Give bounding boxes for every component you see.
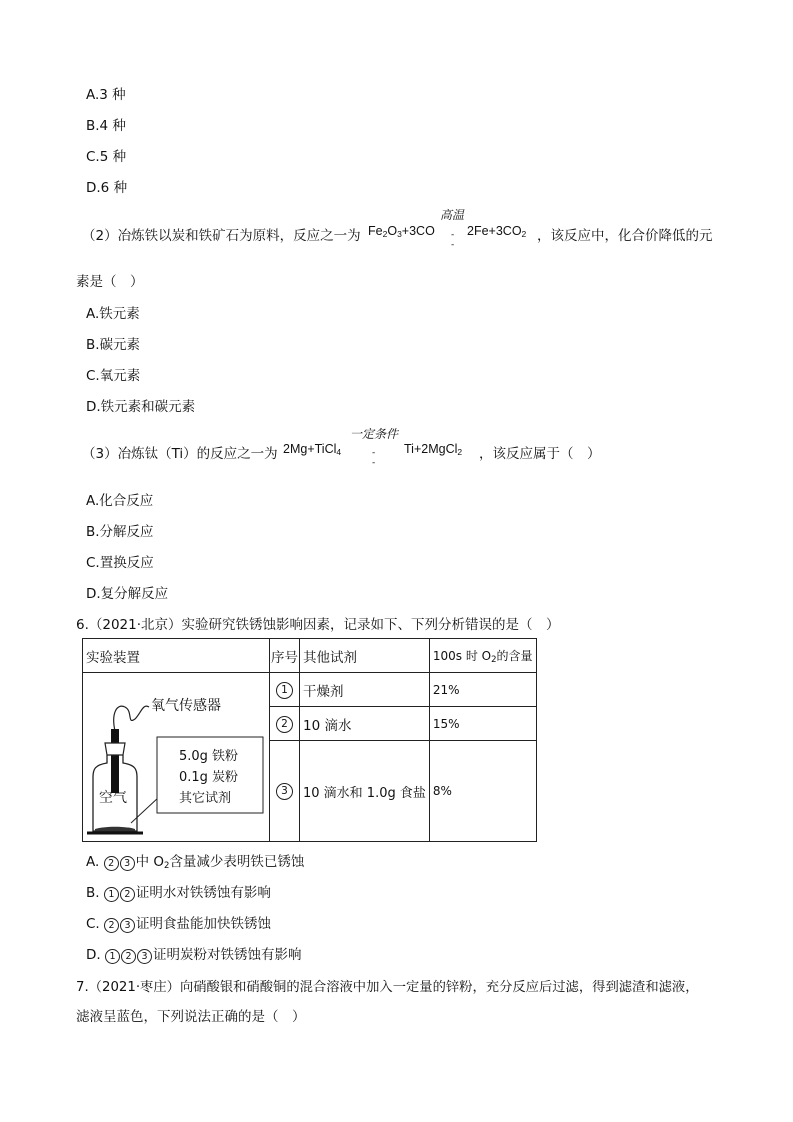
q5-3-stem-after: ，该反应属于（ ） (479, 446, 601, 462)
sensor-probe (111, 729, 119, 793)
row1-reagent: 干燥剂 (300, 673, 430, 707)
q5-1-option-d: D.6 种 (86, 180, 128, 196)
q6-option-a: A. 2 3 中 $O_2$含量减少表明铁已锈蚀 (86, 854, 305, 871)
apparatus-cell (83, 673, 270, 842)
row1-number: 1 (270, 673, 300, 707)
q6-option-c-text: 证明食盐能加快铁锈蚀 (136, 916, 272, 932)
q5-3-eq-right: Ti+2MgCl$_2$ (404, 442, 463, 457)
q5-3-stem-before: （3）冶炼钛（Ti）的反应之一为 (82, 446, 278, 462)
q7-line1: 7.（2021·枣庄）向硝酸银和硝酸铜的混合溶液中加入一定量的锌粉，充分反应后过滤，得到滤渣和滤液， (76, 980, 699, 995)
row2-number: 2 (270, 707, 300, 741)
q5-2-option-d: D.铁元素和碳元素 (86, 399, 196, 415)
q5-2-stem-after: ，该反应中，化合价降低的元 (537, 228, 713, 244)
row3-number: 3 (270, 741, 300, 842)
q6-option-b-text: 证明水对铁锈蚀有影响 (135, 885, 271, 901)
q5-2-stem-before: （2）冶炼铁以炭和铁矿石为原料，反应之一为 (82, 228, 361, 244)
q5-3-eq-sign: - - (372, 448, 376, 468)
q6-option-d-text: 证明炭粉对铁锈蚀有影响 (152, 947, 302, 963)
q5-2-option-a: A.铁元素 (86, 306, 140, 322)
q5-2-option-c: C.氧元素 (86, 368, 141, 384)
q5-3-option-c: C.置换反应 (86, 555, 154, 571)
q5-1-option-b: B.4 种 (86, 118, 126, 134)
header-apparatus: 实验装置 (83, 639, 270, 673)
air-label: 空气 (99, 790, 127, 806)
q5-2-eq-condition: 高温 (440, 208, 465, 222)
q5-2-eq-sign: - - (451, 230, 455, 250)
row3-reagent: 10 滴水和 1.0g 食盐 (300, 741, 430, 842)
q5-2-stem-line2: 素是（ ） (76, 274, 144, 290)
q5-1-option-c: C.5 种 (86, 149, 127, 165)
q5-2-eq-left: $Fe_2O_3+3CO$ (368, 224, 435, 239)
powder-layer (95, 827, 135, 831)
stopper (105, 743, 125, 755)
q5-3-option-d: D.复分解反应 (86, 586, 169, 602)
q6-option-d: D. 1 2 3 证明炭粉对铁锈蚀有影响 (86, 947, 302, 963)
box-line-1: 5.0g 铁粉 (179, 749, 239, 764)
q6-option-c: C. 2 3 证明食盐能加快铁锈蚀 (86, 916, 272, 932)
q5-3-eq-left: 2Mg+TiCl$_4$ (283, 442, 342, 457)
q5-1-option-a: A.3 种 (86, 87, 126, 103)
q5-3-option-a: A.化合反应 (86, 493, 154, 509)
pointer-line (131, 797, 159, 823)
row2-o2: 15% (429, 707, 536, 741)
header-reagent: 其他试剂 (300, 639, 430, 673)
q5-2-option-b: B.碳元素 (86, 337, 141, 353)
sensor-label: 氧气传感器 (151, 698, 221, 714)
box-line-2: 0.1g 炭粉 (179, 770, 239, 785)
box-line-3: 其它试剂 (179, 791, 232, 806)
row1-o2: 21% (429, 673, 536, 707)
row3-o2: 8% (429, 741, 536, 842)
row2-reagent: 10 滴水 (300, 707, 430, 741)
q6-stem: 6.（2021·北京）实验研究铁锈蚀影响因素，记录如下、下列分析错误的是（ ） (76, 617, 560, 633)
header-number: 序号 (270, 639, 300, 673)
q7-line2: 滤液呈蓝色，下列说法正确的是（ ） (76, 1009, 306, 1025)
q6-option-b: B. 1 2 证明水对铁锈蚀有影响 (86, 885, 271, 901)
header-o2: 100s 时 $O_2$的含量 (429, 639, 536, 673)
q5-3-option-b: B.分解反应 (86, 524, 154, 540)
q6-experiment-table (82, 638, 537, 842)
q5-2-eq-right: $2Fe+3CO_2$ (467, 224, 527, 239)
q5-3-eq-condition: 一定条件 (350, 427, 399, 441)
sensor-wire (114, 706, 149, 731)
